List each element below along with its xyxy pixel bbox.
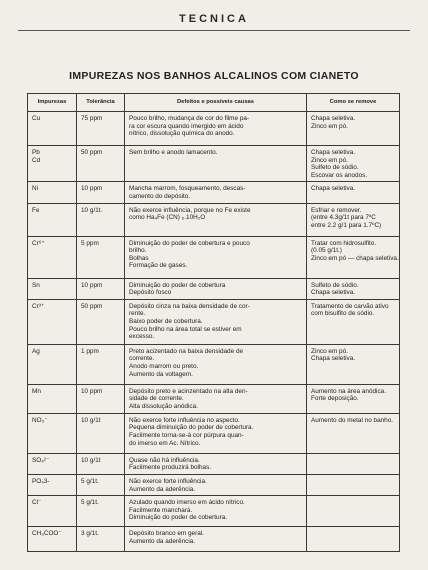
removal-cell-line: (0.05 g/1t.) xyxy=(311,247,342,255)
defects-cell-line: Depósito preto e acinzentado na alta den- xyxy=(129,387,248,395)
table-row xyxy=(28,413,400,453)
impurity-cell-line: Pb xyxy=(32,149,40,156)
defects-cell-line: sidade de corrente. xyxy=(129,395,184,403)
defects-cell xyxy=(125,278,307,299)
header-divider xyxy=(18,30,410,31)
impurity-cell xyxy=(28,496,77,527)
impurity-cell-line: Cr³⁺ xyxy=(32,302,45,310)
tolerance-cell: 75 ppm xyxy=(77,112,125,146)
page-title: IMPUREZAS NOS BANHOS ALCALINOS COM CIANETO xyxy=(69,70,359,82)
impurity-cell-line: PO₄3- xyxy=(32,477,50,485)
impurity-cell xyxy=(28,344,77,384)
impurity-cell xyxy=(28,384,77,413)
impurity-cell-line: Cl⁻ xyxy=(32,499,42,507)
impurity-cell xyxy=(28,146,77,182)
defects-cell-line: Depósito branco em geral. xyxy=(129,530,204,538)
table-row xyxy=(28,384,400,413)
removal-cell xyxy=(307,236,400,278)
header-defeitos: Defeitos e possíveis causas xyxy=(125,94,307,112)
removal-cell-line: entre 2.2 g/1 para 1.7ºC) xyxy=(311,221,382,229)
removal-cell-line: Escovar os anodos. xyxy=(311,171,368,179)
defects-cell-line: brilho. xyxy=(129,247,147,255)
tolerance-cell: 10 ppm xyxy=(77,182,125,203)
removal-cell-line: Chapa seletiva. xyxy=(311,355,356,363)
tolerance-cell: 5 ppm xyxy=(77,236,125,278)
table-header-row xyxy=(28,94,400,112)
defects-cell-line: corrente. xyxy=(129,355,155,363)
defects-cell-line: Diminuição do poder de cobertura. xyxy=(129,514,228,522)
removal-cell xyxy=(307,203,400,236)
removal-cell xyxy=(307,182,400,203)
defects-cell-line: Pouco brilho, mudança de cor do filme pa- xyxy=(129,115,250,122)
defects-cell xyxy=(125,496,307,527)
impurity-cell-line: CH₃COO⁻ xyxy=(32,530,62,538)
impurity-cell-line: Cr⁶⁺ xyxy=(32,239,45,247)
removal-cell xyxy=(307,496,400,527)
removal-cell xyxy=(307,453,400,474)
removal-cell-line: Chapa seletiva. xyxy=(311,149,356,156)
removal-cell-line: Zinco em pó — chapa seletiva. xyxy=(311,254,399,262)
tolerance-cell: 5 g/1t. xyxy=(77,496,125,527)
removal-cell xyxy=(307,278,400,299)
removal-cell xyxy=(307,474,400,495)
removal-cell-line: Tratar com hidrosulfito. xyxy=(311,239,377,247)
removal-cell-line: Sulfeto de sódio. xyxy=(311,164,359,172)
defects-cell-line: Diminuição do poder de cobertura xyxy=(129,281,226,289)
removal-cell xyxy=(307,527,400,552)
removal-cell-line: Zinco em pó. xyxy=(311,347,348,355)
defects-cell-line: como Ha₄Fe (CN) ₆.10H₂O xyxy=(129,214,206,222)
header-como-se-remove: Como se remove xyxy=(307,94,400,112)
defects-cell-line: excesso. xyxy=(129,333,155,341)
defects-cell-line: Facilmente torna-se-á cor púrpura quan- xyxy=(129,431,244,439)
impurity-cell-line: Cd xyxy=(32,156,41,164)
removal-cell-line: (entre 4.3g/1t para 7ºC xyxy=(311,214,376,222)
defects-cell-line: Não exerce influência, porque no Fe existe xyxy=(129,206,251,214)
table-row xyxy=(28,344,400,384)
impurity-cell-line: Mn xyxy=(32,387,41,395)
impurity-cell xyxy=(28,413,77,453)
defects-cell xyxy=(125,182,307,203)
defects-cell-line: Formação de gases. xyxy=(129,262,188,270)
removal-cell xyxy=(307,299,400,344)
defects-cell-line: Não exerce forte influência no aspecto. xyxy=(129,416,240,424)
defects-cell xyxy=(125,299,307,344)
defects-cell-line: Sem brilho e anodo lamacento. xyxy=(129,149,218,156)
defects-cell-line: ra cor escura quando imergido em ácido xyxy=(129,122,244,130)
defects-cell xyxy=(125,146,307,182)
defects-cell-line: do imerso em Ac. Nítrico. xyxy=(129,439,201,447)
defects-cell-line: Depósito fosco xyxy=(129,289,172,297)
defects-cell-line: Aumento da aderência. xyxy=(129,537,196,545)
tolerance-cell: 10 ppm xyxy=(77,278,125,299)
defects-cell-line: Pequena diminuição do poder de cobertura. xyxy=(129,424,254,432)
impurity-cell-line: SO₄²⁻ xyxy=(32,456,50,464)
impurity-cell xyxy=(28,474,77,495)
impurity-cell xyxy=(28,278,77,299)
table-row xyxy=(28,496,400,527)
defects-cell xyxy=(125,527,307,552)
removal-cell xyxy=(307,146,400,182)
defects-cell-line: Baixo poder de cobertura. xyxy=(129,317,203,325)
table-row xyxy=(28,203,400,236)
impurity-cell xyxy=(28,236,77,278)
impurity-cell-line: Fe xyxy=(32,206,40,214)
table-row xyxy=(28,474,400,495)
removal-cell-line: Forte deposição. xyxy=(311,395,359,403)
impurity-cell xyxy=(28,182,77,203)
header-impurezas: Impurezas xyxy=(28,94,77,112)
removal-cell-line: Chapa seletiva. xyxy=(311,185,356,193)
defects-cell-line: camento do depósito. xyxy=(129,192,191,200)
defects-cell-line: Facilmente produzirá bolhas. xyxy=(129,464,212,472)
defects-cell-line: Diminuição do poder de cobertura e pouco xyxy=(129,239,250,247)
impurity-cell-line: Ni xyxy=(32,185,39,193)
impurity-cell xyxy=(28,527,77,552)
defects-cell xyxy=(125,344,307,384)
removal-cell xyxy=(307,384,400,413)
table-row xyxy=(28,146,400,182)
table-row xyxy=(28,182,400,203)
defects-cell-line: Azulado quando imerso em ácido nítrico. xyxy=(129,499,245,507)
tolerance-cell: 50 ppm xyxy=(77,299,125,344)
tolerance-cell: 10 g/1t xyxy=(77,453,125,474)
defects-cell-line: Aumento da voltagem. xyxy=(129,370,193,378)
table-row xyxy=(28,278,400,299)
defects-cell xyxy=(125,453,307,474)
table-row xyxy=(28,299,400,344)
impurity-cell xyxy=(28,112,77,146)
tolerance-cell: 5 g/1t. xyxy=(77,474,125,495)
impurity-cell xyxy=(28,453,77,474)
table-row xyxy=(28,527,400,552)
defects-cell xyxy=(125,384,307,413)
removal-cell-line: Zinco em pó. xyxy=(311,122,348,130)
impurity-cell-line: Sn xyxy=(32,281,40,289)
table-row xyxy=(28,236,400,278)
removal-cell-line: Zinco em pó. xyxy=(311,156,348,164)
impurities-table xyxy=(27,93,400,552)
defects-cell-line: Facilmente manchará. xyxy=(129,506,193,514)
table-row xyxy=(28,112,400,146)
removal-cell-line: Chapa seletiva. xyxy=(311,289,356,297)
removal-cell xyxy=(307,112,400,146)
removal-cell-line: Aumento do metal no banho. xyxy=(311,416,394,424)
impurity-cell xyxy=(28,203,77,236)
removal-cell xyxy=(307,413,400,453)
defects-cell-line: Preto acizentado na baixa densidade de xyxy=(129,347,244,355)
defects-cell-line: Aumento da aderência. xyxy=(129,485,196,493)
defects-cell xyxy=(125,236,307,278)
removal-cell-line: Tratamento de carvão ativo xyxy=(311,302,389,310)
removal-cell-line: Sulfeto de sódio. xyxy=(311,281,359,289)
defects-cell xyxy=(125,474,307,495)
impurity-cell xyxy=(28,299,77,344)
defects-cell-line: Mancha marrom, fosqueamento, descas- xyxy=(129,185,246,193)
tolerance-cell: 10 g/1t. xyxy=(77,203,125,236)
tolerance-cell: 10 ppm xyxy=(77,384,125,413)
defects-cell-line: nítrico, dissolução química do anodo. xyxy=(129,130,235,138)
removal-cell-line: com bisulfito de sódio. xyxy=(311,310,375,318)
tolerance-cell: 50 ppm xyxy=(77,146,125,182)
defects-cell-line: Bolhas xyxy=(129,254,149,262)
removal-cell-line: Chapa seletiva. xyxy=(311,115,356,122)
header-tolerancia: Tolerância xyxy=(77,94,125,112)
table-row xyxy=(28,453,400,474)
tolerance-cell: 10 g/1t xyxy=(77,413,125,453)
removal-cell xyxy=(307,344,400,384)
defects-cell-line: Não exerce forte influência. xyxy=(129,477,207,485)
defects-cell-line: rente. xyxy=(129,310,146,318)
impurity-cell-line: Ag xyxy=(32,347,40,355)
impurity-cell-line: Cu xyxy=(32,115,41,122)
removal-cell-line: Aumento na área anódica. xyxy=(311,387,386,395)
tolerance-cell: 1 ppm xyxy=(77,344,125,384)
impurity-cell-line: NO₃⁻ xyxy=(32,416,48,424)
defects-cell-line: Alta dissolução anódica. xyxy=(129,402,198,410)
defects-cell xyxy=(125,203,307,236)
defects-cell-line: Anodo marrom ou preto. xyxy=(129,362,199,370)
defects-cell-line: Pouco brilho na área total se estiver em xyxy=(129,325,242,333)
defects-cell-line: Depósito cinza na baixa densidade de cor- xyxy=(129,302,250,310)
removal-cell-line: Esfriar e remover. xyxy=(311,206,362,214)
defects-cell xyxy=(125,413,307,453)
section-header: TECNICA xyxy=(179,13,249,25)
defects-cell xyxy=(125,112,307,146)
defects-cell-line: Quase não há influência. xyxy=(129,456,200,464)
tolerance-cell: 3 g/1t. xyxy=(77,527,125,552)
